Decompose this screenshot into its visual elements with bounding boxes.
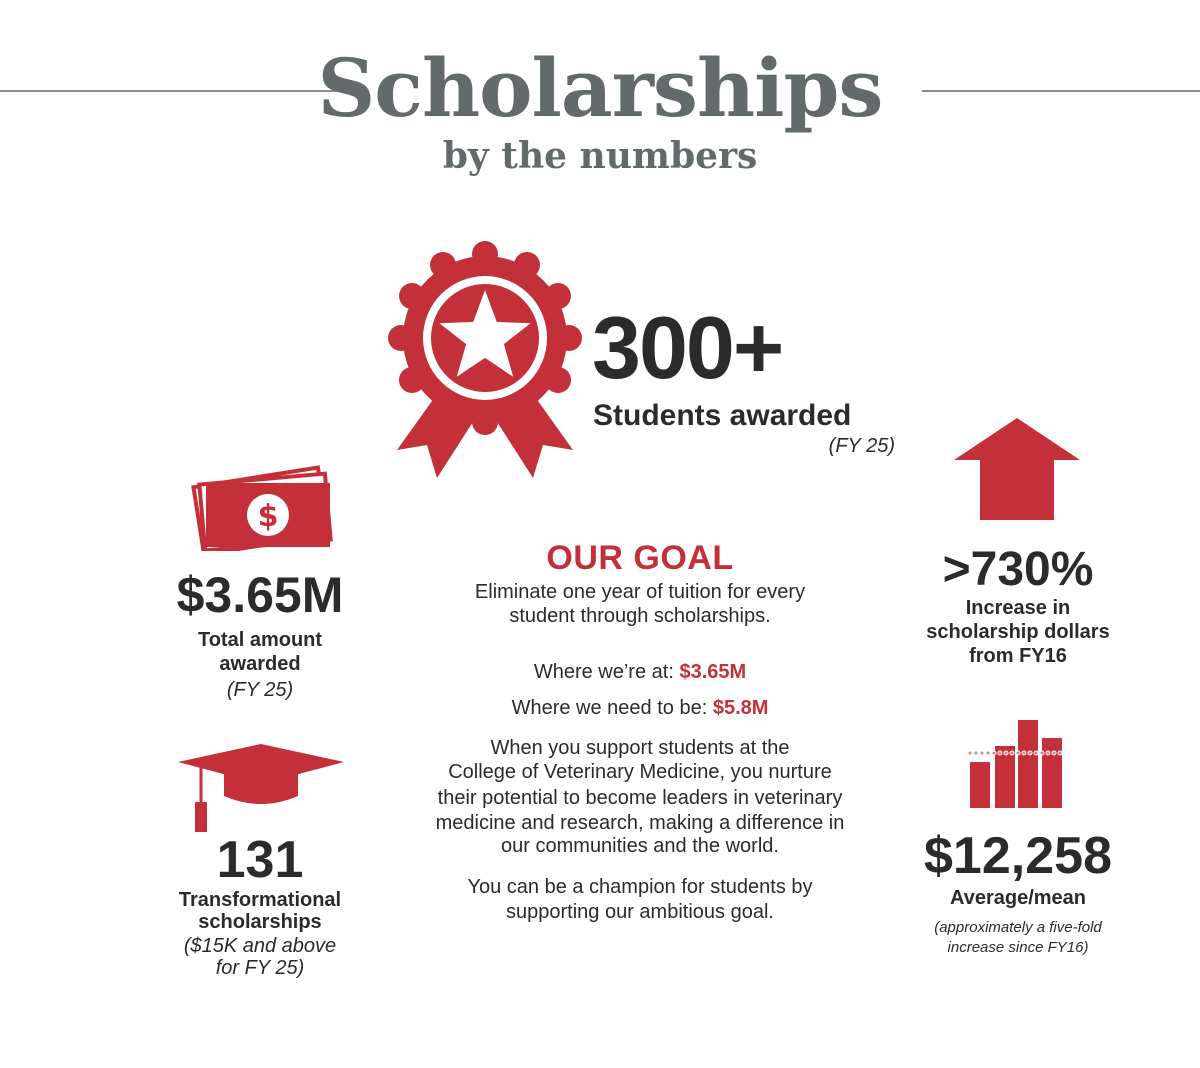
total-label-1: Total amount: [197, 629, 323, 651]
graduation-cap-icon: [176, 740, 346, 835]
increase-label-3: from FY16: [969, 645, 1067, 667]
goal-paragraph-line: our communities and the world.: [501, 835, 779, 857]
transformational-value: 131: [216, 831, 304, 889]
bar-chart-icon: [960, 716, 1080, 810]
cash-dollar-icon: [188, 455, 336, 551]
goal-paragraph-line: their potential to become leaders in veterinary: [437, 787, 843, 809]
goal-paragraph-line: medicine and research, making a difference in: [435, 812, 845, 834]
goal-target-value: $5.8M: [712, 697, 769, 719]
increase-label-2: scholarship dollars: [926, 621, 1110, 643]
goal-paragraph-line: College of Veterinary Medicine, you nurture: [448, 761, 832, 783]
average-label: Average/mean: [950, 887, 1086, 909]
students-label: Students awarded: [593, 399, 852, 432]
page-subtitle: by the numbers: [442, 135, 758, 177]
students-note: (FY 25): [828, 435, 895, 457]
transformational-note-2: for FY 25): [215, 957, 305, 979]
svg-text:$: $: [257, 499, 279, 534]
goal-line-2: student through scholarships.: [509, 605, 771, 627]
goal-line-1: Eliminate one year of tuition for every: [474, 581, 806, 603]
goal-paragraph-line: When you support students at the: [490, 737, 790, 759]
award-ribbon-icon: [385, 240, 585, 480]
total-note: (FY 25): [226, 679, 294, 701]
transformational-note-1: ($15K and above: [183, 935, 337, 957]
arrow-up-icon: [950, 416, 1084, 522]
goal-cta-1: You can be a champion for students by: [467, 876, 813, 898]
increase-label-1: Increase in: [965, 597, 1071, 619]
average-value: $12,258: [924, 827, 1112, 885]
transformational-label-2: scholarships: [198, 911, 322, 933]
average-note-1: (approximately a five-fold: [934, 919, 1102, 936]
goal-target-label: Where we need to be:: [511, 697, 708, 719]
goal-cta-2: supporting our ambitious goal.: [506, 901, 774, 923]
goal-current: [395, 660, 885, 684]
increase-value: >730%: [942, 543, 1094, 596]
goal-current-label: Where we’re at:: [533, 661, 674, 683]
transformational-label-1: Transformational: [178, 889, 342, 911]
goal-heading: OUR GOAL: [546, 539, 734, 577]
page-title: Scholarships: [317, 41, 883, 135]
total-label-2: awarded: [219, 653, 301, 675]
students-value: 300+: [592, 298, 783, 397]
goal-current-value: $3.65M: [679, 661, 747, 683]
average-note-2: increase since FY16): [947, 939, 1089, 956]
goal-target: [395, 696, 885, 720]
total-value: $3.65M: [176, 567, 344, 623]
